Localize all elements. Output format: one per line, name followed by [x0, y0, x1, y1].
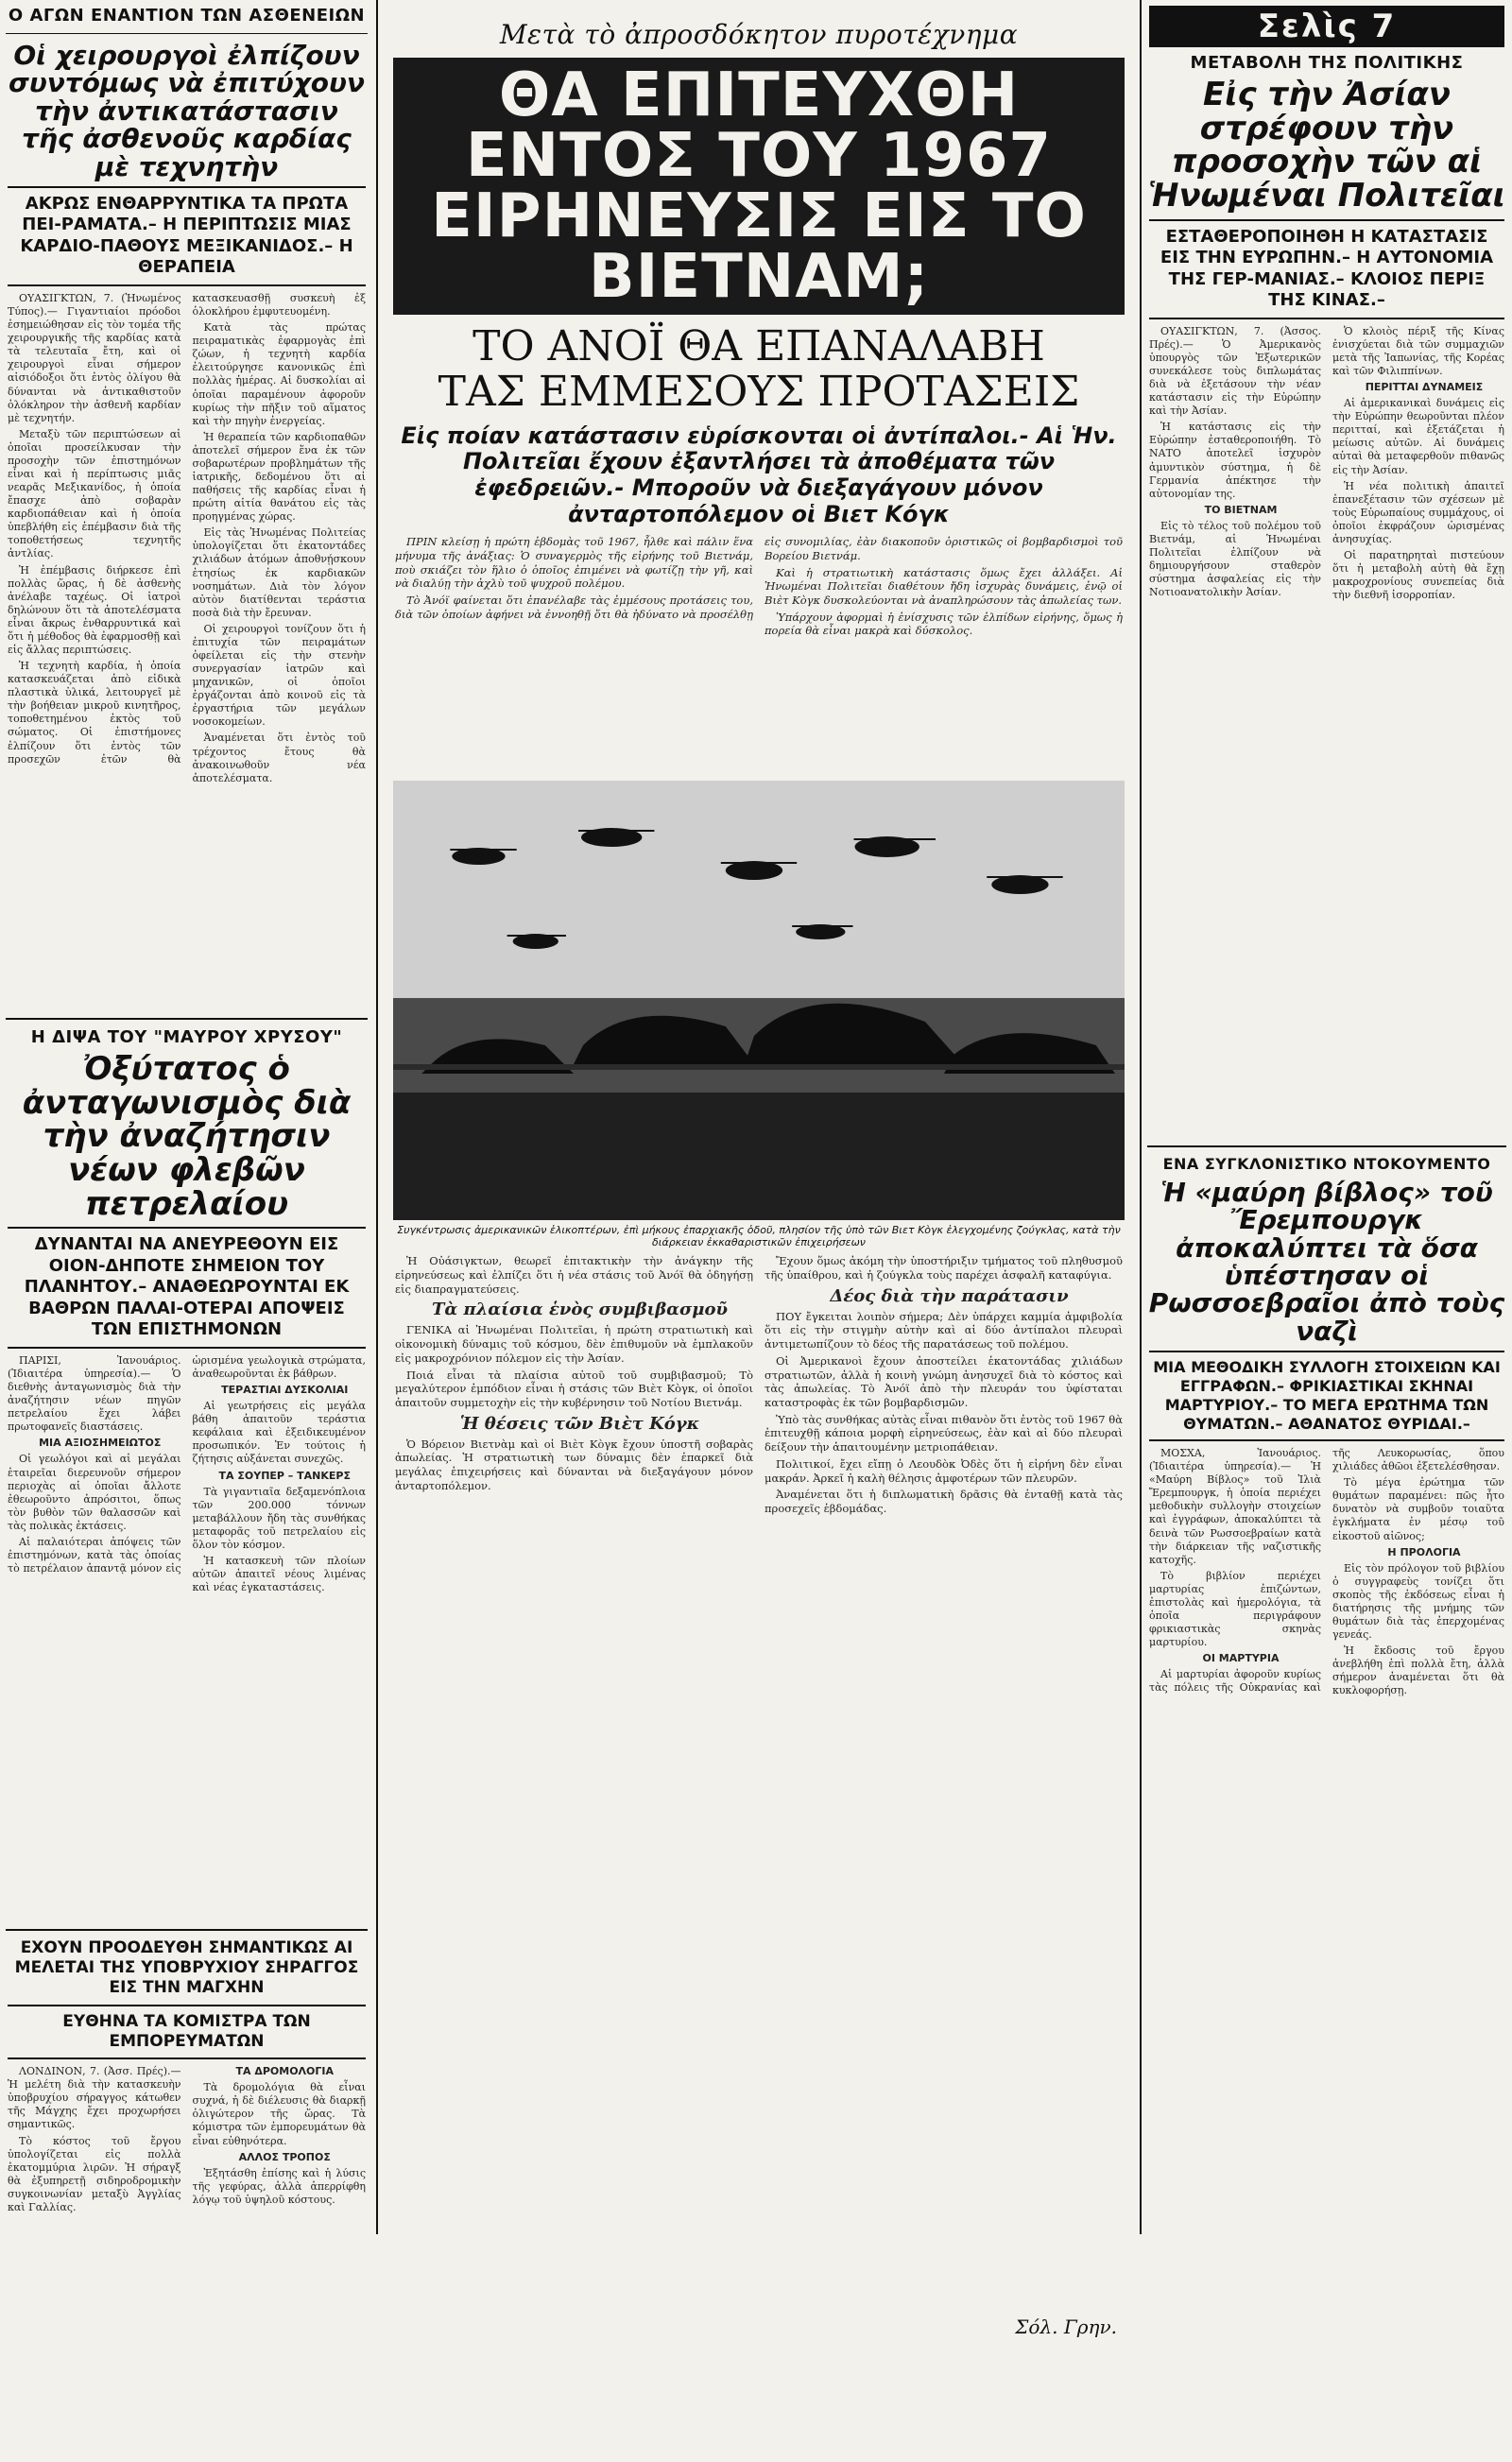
article-body-center: Ἡ Οὐάσιγκτων, θεωρεῖ ἐπιτακτικὴν τὴν ἀνάγκην τῆς εἰρηνεύσεως καὶ ἐλπίζει ὅτι ἡ νέα στάσις τοῦ Ἀνόϊ θὰ ὁδηγήσῃ εἰς διαπραγματεύσεις. Τὰ πλαίσια ἑνὸς συμβιβασμοῦ ΓΕΝΙΚΑ αἱ Ἡνωμέναι Πολιτεῖαι, ἡ πρώτη στρατιωτικὴ καὶ οἰκονομικὴ δύναμις τοῦ κόσμου, δὲν ἐπιθυμοῦν νὰ ἐμπλακοῦν εἰς μακροχρόνιον πόλεμον εἰς τὴν Ἀσίαν. Ποιά εἶναι τὰ πλαίσια αὐτοῦ τοῦ συμβιβασμοῦ; Τὸ μεγαλύτερον ἐμπόδιον εἶναι ἡ στάσις τῶν Βιὲτ Κὸγκ, οἱ ὁποῖοι ἀπαιτοῦν συμμετοχὴν εἰς τὴν κυβέρνησιν τοῦ Νοτίου Βιετνάμ. Ἡ θέσεις τῶν Βιὲτ Κόγκ Ὁ Βόρειον Βιετνὰμ καὶ οἱ Βιὲτ Κὸγκ ἔχουν ὑποστῆ σοβαρὰς ἀπωλείας. Ἡ στρατιωτικὴ των δύναμις δὲν ἐπαρκεῖ διὰ μεγάλας ἐπιχειρήσεις καὶ δύνανται νὰ διεξαγάγουν μόνον ἀνταρτοπόλεμον. Ἔχουν ὅμως ἀκόμη τὴν ὑποστήριξιν τμήματος τοῦ πληθυσμοῦ τῆς ὑπαίθρου, καὶ ἡ ζούγκλα τοὺς παρέχει ἀσφαλῆ καταφύγια. Δέος διὰ τὴν παράτασιν ΠΟΥ ἔγκειται λοιπὸν σήμερα; Δὲν ὑπάρχει καμμία ἀμφιβολία ὅτι εἰς τὴν στιγμὴν αὐτὴν καὶ αἱ δύο ἀντίπαλοι πλευραὶ ἀντιμετωπίζουν τὸ δέος τῆς παρατάσεως τοῦ πολέμου. Οἱ Ἀμερικανοὶ ἔχουν ἀποστείλει ἑκατοντάδας χιλιάδων στρατιωτῶν, ἀλλὰ ἡ κοινὴ γνώμη ἀνησυχεῖ διὰ τὸ κόστος καὶ τὰς ἀπωλείας. Τὸ Ἀνόϊ ἀπὸ τὴν πλευράν του ὑφίσταται καταστροφὰς ἐκ τῶν βομβαρδισμῶν. Ὑπὸ τὰς συνθήκας αὐτὰς εἶναι πιθανὸν ὅτι ἐντὸς τοῦ 1967 θὰ ἐπιτευχθῇ κάποια μορφὴ εἰρηνεύσεως, ἐὰν καὶ αἱ δύο πλευραὶ δείξουν τὴν ἀπαιτουμένην μετριοπάθειαν. Πολιτικοί, ἔχει εἴπῃ ὁ Λεουδὸκ Ὀδὲς ὅτι ἡ εἰρήνη δὲν εἶναι μακράν. Ἀρκεῖ ἡ καλὴ θέλησις ἀμφοτέρων τῶν πλευρῶν. Ἀναμένεται ὅτι ἡ διπλωματικὴ δρᾶσις θὰ ἐνταθῇ κατὰ τὰς προσεχεῖς ἑβδομάδας.	[395, 1254, 1123, 1515]
right-column	[1142, 0, 1512, 2234]
center-column	[376, 0, 1142, 2339]
divider	[6, 33, 368, 34]
section-prolongation: Δέος διὰ τὴν παράτασιν	[830, 1285, 1069, 1306]
kicker-document: ΕΝΑ ΣΥΓΚΛΟΝΙΣΤΙΚΟ ΝΤΟΚΟΥΜΕΝΤΟ	[1162, 1154, 1491, 1173]
secondary-headline	[393, 324, 1125, 416]
deck-asia: ΕΣΤΑΘΕΡΟΠΟΙΗΘΗ Η ΚΑΤΑΣΤΑΣΙΣ ΕΙΣ ΤΗΝ ΕΥΡΩΠΗΝ.– Η ΑΥΤΟΝΟΜΙΑ ΤΗΣ ΓΕΡ-ΜΑΝΙΑΣ.– ΚΛΟΙΟΣ ΠΕΡΙΞ ΤΗΣ ΚΙΝΑΣ.–	[1149, 219, 1504, 319]
kicker-fireworks: Μετὰ τὸ ἀπροσδόκητον πυροτέχνημα	[499, 19, 1019, 50]
headline-black-book: Ἡ «μαύρη βίβλος» τοῦ Ἔρεμπουργκ ἀποκαλύπτει τὰ ὅσα ὑπέστησαν οἱ Ρωσσοεβραῖοι ἀπὸ τοὺς ναζὶ	[1148, 1176, 1505, 1347]
headline-channel-tunnel: ΕΧΟΥΝ ΠΡΟΟΔΕΥΘΗ ΣΗΜΑΝΤΙΚΩΣ ΑΙ ΜΕΛΕΤΑΙ ΤΗΣ ΥΠΟΒΡΥΧΙΟΥ ΣΗΡΑΓΓΟΣ ΕΙΣ ΤΗΝ ΜΑΓΧΗΝ	[14, 1937, 359, 1998]
left-column	[0, 0, 373, 2234]
article-body-black-book: ΜΟΣΧΑ, Ἰανουάριος. (Ἰδιαιτέρα ὑπηρεσία).— Ἡ «Μαύρη Βίβλος» τοῦ Ἰλιὰ Ἔρεμπουργκ, ἡ ὁποία περιέχει μεθοδικὴν συλλογὴν στοιχείων καὶ ἐγγράφων, ἀποκαλύπτει τὰ δεινὰ τῶν Ρωσσοεβραίων κατὰ τὴν διάρκειαν τῆς ναζιστικῆς κατοχῆς. Τὸ βιβλίον περιέχει μαρτυρίας ἐπιζώντων, ἐπιστολὰς καὶ ἡμερολόγια, τὰ ὁποῖα περιγράφουν φρικιαστικὰς σκηνὰς μαρτυρίου. ΟΙ ΜΑΡΤΥΡΙΑ Αἱ μαρτυρίαι ἀφοροῦν κυρίως τὰς πόλεις τῆς Οὐκρανίας καὶ τῆς Λευκορωσίας, ὅπου χιλιάδες ἀθῶοι ἐξετελέσθησαν. Τὸ μέγα ἐρώτημα τῶν θυμάτων παραμένει: πῶς ἦτο δυνατὸν νὰ συμβοῦν τοιαῦτα ἐγκλήματα ἐν μέσῳ τοῦ εἰκοστοῦ αἰῶνος; Η ΠΡΟΛΟΓΙΑ Εἰς τὸν πρόλογον τοῦ βιβλίου ὁ συγγραφεὺς τονίζει ὅτι σκοπὸς τῆς ἐκδόσεως εἶναι ἡ διατήρησις τῆς μνήμης τῶν θυμάτων διὰ τὰς ἐπερχομένας γενεάς. Ἡ ἔκδοσις τοῦ ἔργου ἀνεβλήθη ἐπὶ πολλὰ ἔτη, ἀλλὰ σήμερον ἀναμένεται ὅτι θὰ κυκλοφορήσῃ.	[1149, 1447, 1504, 1697]
main-headline-line-2: ΕΙΡΗΝΕΥΣΙΣ ΕΙΣ ΤΟ ΒΙΕΤΝΑΜ;	[431, 181, 1087, 312]
subhead: ΤΑ ΣΟΥΠΕΡ – ΤΑΝΚΕΡΣ	[218, 1469, 351, 1482]
kicker-black-gold: Η ΔΙΨΑ ΤΟΥ "ΜΑΥΡΟΥ ΧΡΥΣΟΥ"	[30, 1026, 343, 1047]
helicopters-photo	[393, 781, 1125, 1220]
subhead: ΑΛΛΟΣ ΤΡΟΠΟΣ	[238, 2150, 331, 2163]
divider	[6, 1018, 368, 1020]
main-headline-line-1: ΘΑ ΕΠΙΤΕΥΧΘΗ ΕΝΤΟΣ ΤΟΥ 1967	[465, 60, 1053, 191]
headline-artificial-heart: Οἱ χειρουργοὶ ἐλπίζουν συντόμως νὰ ἐπιτύχουν τὴν ἀντικατάστασιν τῆς ἀσθενοῦς καρδίας μὲ τεχνητὴν	[9, 40, 365, 182]
subhead: ΠΕΡΙΤΤΑΙ ΔΥΝΑΜΕΙΣ	[1365, 381, 1484, 394]
kicker-diseases: Ο ΑΓΩΝ ΕΝΑΝΤΙΟΝ ΤΩΝ ΑΣΘΕΝΕΙΩΝ	[8, 6, 366, 26]
divider	[6, 1929, 368, 1931]
photo-caption: Συγκέντρωσις ἀμερικανικῶν ἑλικοπτέρων, ἐπὶ μήκους ἐπαρχιακῆς ὁδοῦ, πλησίον τῆς ὑπὸ τῶν Βιετ Κὸγκ ἐλεγχομένης ζούγκλας, κατὰ τὴν διάρκειαν ἐκκαθαριστικῶν ἐπιχειρήσεων	[397, 1224, 1121, 1249]
deck-channel-tunnel: ΕΥΘΗΝΑ ΤΑ ΚΟΜΙΣΤΡΑ ΤΩΝ ΕΜΠΟΡΕΥΜΑΤΩΝ	[8, 2005, 366, 2060]
headline-oil: Ὀξύτατος ὁ ἀνταγωνισμὸς διὰ τὴν ἀναζήτησιν νέων φλεβῶν πετρελαίου	[22, 1049, 352, 1223]
article-body-tunnel: ΛΟΝΔΙΝΟΝ, 7. (Ἀσσ. Πρές).— Ἡ μελέτη διὰ τὴν κατασκευὴν ὑποβρυχίου σήραγγος κάτωθεν τῆς Μάγχης ἔχει προχωρήσει σημαντικῶς. Τὸ κόστος τοῦ ἔργου ὑπολογίζεται εἰς πολλὰ ἑκατομμύρια λιρῶν. Ἡ σήραγξ θὰ ἐξυπηρετῇ σιδηροδρομικὴν συγκοινωνίαν μεταξὺ Ἀγγλίας καὶ Γαλλίας. ΤΑ ΔΡΟΜΟΛΟΓΙΑ Τὰ δρομολόγια θὰ εἶναι συχνά, ἡ δὲ διέλευσις θὰ διαρκῇ ὀλιγώτερον τῆς ὥρας. Τὰ κόμιστρα τῶν ἐμπορευμάτων θὰ εἶναι εὐθηνότερα. ΑΛΛΟΣ ΤΡΟΠΟΣ Ἐξητάσθη ἐπίσης καὶ ἡ λύσις τῆς γεφύρας, ἀλλὰ ἀπερρίφθη λόγῳ τοῦ ὑψηλοῦ κόστους.	[8, 2065, 366, 2213]
deck-black-book: ΜΙΑ ΜΕΘΟΔΙΚΗ ΣΥΛΛΟΓΗ ΣΤΟΙΧΕΙΩΝ ΚΑΙ ΕΓΓΡΑΦΩΝ.– ΦΡΙΚΙΑΣΤΙΚΑΙ ΣΚΗΝΑΙ ΜΑΡΤΥΡΙΟΥ.– ΤΟ ΜΕΓΑ ΕΡΩΤΗΜΑ ΤΩΝ ΘΥΜΑΤΩΝ.– ΑΘΑΝΑΤΟΣ ΘΥΡΙΔΑΙ.–	[1149, 1351, 1504, 1441]
helicopters-illustration	[393, 781, 1125, 1220]
page-number-badge: Σελὶς 7	[1149, 6, 1504, 47]
subhead: ΟΙ ΜΑΡΤΥΡΙΑ	[1202, 1652, 1280, 1665]
kicker-policy-change: ΜΕΤΑΒΟΛΗ ΤΗΣ ΠΟΛΙΤΙΚΗΣ	[1190, 53, 1464, 73]
article-body-oil: ΠΑΡΙΣΙ, Ἰανουάριος. (Ἰδιαιτέρα ὑπηρεσία).— Ὁ διεθνὴς ἀνταγωνισμὸς διὰ τὴν ἀναζήτησιν νέων πηγῶν πετρελαίου ἔχει λάβει πρωτοφανεῖς διαστάσεις. ΜΙΑ ΑΞΙΟΣΗΜΕΙΩΤΟΣ Οἱ γεωλόγοι καὶ αἱ μεγάλαι ἑταιρεῖαι διερευνοῦν σήμερον περιοχὰς αἱ ὁποῖαι ἄλλοτε ἐθεωροῦντο ἀπρόσιτοι, ὅπως τὸν βυθὸν τῶν θαλασσῶν καὶ τὰς πολικὰς ἐκτάσεις. Αἱ παλαιότεραι ἀπόψεις τῶν ἐπιστημόνων, κατὰ τὰς ὁποίας τὸ πετρέλαιον ἀπαντᾷ μόνον εἰς ὡρισμένα γεωλογικὰ στρώματα, ἀναθεωροῦνται ἐκ βάθρων. ΤΕΡΑΣΤΙΑΙ ΔΥΣΚΟΛΙΑΙ Αἱ γεωτρήσεις εἰς μεγάλα βάθη ἀπαιτοῦν τεράστια κεφάλαια καὶ ἐξειδικευμένον προσωπικόν. Ἐν τούτοις ἡ ζήτησις αὐξάνεται συνεχῶς. ΤΑ ΣΟΥΠΕΡ – ΤΑΝΚΕΡΣ Τὰ γιγαντιαῖα δεξαμενόπλοια τῶν 200.000 τόννων μεταβάλλουν ἤδη τὰς συνθήκας μεταφορᾶς τοῦ πετρελαίου εἰς ὅλον τὸν κόσμον. Ἡ κατασκευὴ τῶν πλοίων αὐτῶν ἀπαιτεῖ νέους λιμένας καὶ νέας ἐγκαταστάσεις.	[8, 1353, 366, 1594]
main-headline	[393, 58, 1125, 315]
article-body-heart: ΟΥΑΣΙΓΚΤΩΝ, 7. (Ἡνωμένος Τύπος).— Γιγαντιαίοι πρόοδοι ἐσημειώθησαν εἰς τὸν τομέα τῆς χειρουργικῆς τῆς καρδίας κατὰ τὰ τελευταῖα ἔτη, καὶ οἱ χειρουργοὶ εἶναι σήμερον αἰσιόδοξοι ὅτι ἐντὸς ὀλίγου θὰ δύνανται νὰ ἀντικαθιστοῦν ὁλόκληρον τὴν ἀσθενῆ καρδίαν μὲ τεχνητήν. Μεταξὺ τῶν περιπτώσεων αἱ ὁποῖαι προσείλκυσαν τὴν προσοχὴν τῶν ἐπιστημόνων εἶναι καὶ ἡ περίπτωσις μιᾶς νεαρᾶς Μεξικανίδος, ἡ ὁποία ἔπασχε ἀπὸ σοβαρὰν καρδιοπάθειαν καὶ ἡ ὁποία ὑπεβλήθη εἰς ἐπέμβασιν διὰ τῆς τοποθετήσεως τεχνητῆς ἀντλίας. Ἡ ἐπέμβασις διήρκεσε ἐπὶ πολλὰς ὥρας, ἡ δὲ ἀσθενὴς ἀνέλαβε ταχέως. Οἱ ἰατροὶ δηλώνουν ὅτι τὰ ἀποτελέσματα εἶναι ἄκρως ἐνθαρρυντικά καὶ ὅτι ἡ μέθοδος θὰ ἐφαρμοσθῇ καὶ εἰς ἄλλας περιπτώσεις. Ἡ τεχνητὴ καρδία, ἡ ὁποία κατασκευάζεται ἀπὸ εἰδικὰ πλαστικὰ ὑλικά, λειτουργεῖ μὲ τὴν βοήθειαν μικροῦ κινητῆρος, τοποθετημένου ἐκτὸς τοῦ σώματος. Οἱ ἐπιστήμονες ἐλπίζουν ὅτι ἐντὸς τῶν προσεχῶν ἐτῶν θὰ κατασκευασθῇ συσκευὴ ἐξ ὁλοκλήρου ἐμφυτευομένη. Κατὰ τὰς πρώτας πειραματικὰς ἐφαρμογὰς ἐπὶ ζώων, ἡ τεχνητὴ καρδία ἐλειτούργησε κανονικῶς ἐπὶ πολλὰς ἡμέρας. Αἱ δυσκολίαι αἱ ὁποῖαι παραμένουν ἀφοροῦν κυρίως τὴν πῆξιν τοῦ αἵματος καὶ τὴν πηγὴν ἐνεργείας. Ἡ θεραπεία τῶν καρδιοπαθῶν ἀποτελεῖ σήμερον ἕνα ἐκ τῶν σοβαρωτέρων προβλημάτων τῆς ἰατρικῆς, δεδομένου ὅτι αἱ παθήσεις τῆς καρδίας εἶναι ἡ πρώτη αἰτία θανάτου εἰς τὰς προηγμένας χώρας. Εἰς τὰς Ἡνωμένας Πολιτείας ὑπολογίζεται ὅτι ἑκατοντάδες χιλιάδων ἀτόμων ἀποθνῄσκουν ἐτησίως ἐκ καρδιακῶν νοσημάτων. Διὰ τὸν λόγον αὐτὸν διατίθενται τεράστια ποσὰ διὰ τὴν ἔρευναν. Οἱ χειρουργοὶ τονίζουν ὅτι ἡ ἐπιτυχία τῶν πειραμάτων ὀφείλεται εἰς τὴν στενὴν συνεργασίαν ἰατρῶν καὶ μηχανικῶν, οἱ ὁποῖοι ἐργάζονται ἀπὸ κοινοῦ εἰς τὰ ἐργαστήρια τῶν μεγάλων νοσοκομείων. Ἀναμένεται ὅτι ἐντὸς τοῦ τρέχοντος ἔτους θὰ ἀνακοινωθοῦν νέα ἀποτελέσματα.	[8, 291, 366, 784]
subhead: ΜΙΑ ΑΞΙΟΣΗΜΕΙΩΤΟΣ	[39, 1437, 162, 1450]
deck-heart: ΑΚΡΩΣ ΕΝΘΑΡΡΥΝΤΙΚΑ ΤΑ ΠΡΩΤΑ ΠΕΙ-ΡΑΜΑΤΑ.– Η ΠΕΡΙΠΤΩΣΙΣ ΜΙΑΣ ΚΑΡΔΙΟ-ΠΑΘΟΥΣ ΜΕΞΙΚΑΝΙΔΟΣ.– Η ΘΕΡΑΠΕΙΑ	[8, 186, 366, 286]
subhead: ΤΑ ΔΡΟΜΟΛΟΓΙΑ	[235, 2065, 335, 2078]
divider	[1147, 1145, 1506, 1147]
article-body-asia: ΟΥΑΣΙΓΚΤΩΝ, 7. (Ἀσσος. Πρές).— Ὁ Ἀμερικανὸς ὑπουργὸς τῶν Ἐξωτερικῶν συνεκάλεσε τοὺς διπλωμάτας διὰ νὰ ἐξετάσουν τὴν νέαν κατάστασιν εἰς τὴν Εὐρώπην καὶ τὴν Ἀσίαν. Ἡ κατάστασις εἰς τὴν Εὐρώπην ἐσταθεροποιήθη. Τὸ ΝΑΤΟ ἀποτελεῖ ἰσχυρὸν ἀμυντικὸν σύστημα, ἡ δὲ Γερμανία ἀπέκτησε τὴν αὐτονομίαν της. ΤΟ ΒΙΕΤΝΑΜ Εἰς τὸ τέλος τοῦ πολέμου τοῦ Βιετνάμ, αἱ Ἡνωμέναι Πολιτεῖαι ἐλπίζουν νὰ δημιουργήσουν σταθερὸν σύστημα ἀσφαλείας εἰς τὴν Νοτιοανατολικὴν Ἀσίαν. Ὁ κλοιὸς πέριξ τῆς Κίνας ἐνισχύεται διὰ τῶν συμμαχιῶν μετὰ τῆς Ἰαπωνίας, τῆς Κορέας καὶ τῶν Φιλιππίνων. ΠΕΡΙΤΤΑΙ ΔΥΝΑΜΕΙΣ Αἱ ἀμερικανικαὶ δυνάμεις εἰς τὴν Εὐρώπην θεωροῦνται πλέον περιτταί, καὶ ἐξετάζεται ἡ μείωσις αὐτῶν. Αἱ δυνάμεις αὐταὶ θὰ μεταφερθοῦν πιθανῶς εἰς τὴν Ἀσίαν. Ἡ νέα πολιτικὴ ἀπαιτεῖ ἐπανεξέτασιν τῶν σχέσεων μὲ τοὺς Εὐρωπαίους συμμάχους, οἱ ὁποῖοι ἐκφράζουν ὡρισμένας ἀνησυχίας. Οἱ παρατηρηταὶ πιστεύουν ὅτι ἡ μεταβολὴ αὐτὴ θὰ ἔχῃ μακροχρονίους συνεπείας διὰ τὴν διεθνῆ ἰσορροπίαν.	[1149, 324, 1504, 602]
section-positions: Ἡ θέσεις τῶν Βιὲτ Κόγκ	[459, 1413, 700, 1434]
headline-asia: Εἰς τὴν Ἀσίαν στρέφουν τὴν προσοχὴν τῶν αἱ Ἡνωμέναι Πολιτεῖαι	[1148, 76, 1505, 215]
subhead: Η ΠΡΟΛΟΓΙΑ	[1387, 1545, 1461, 1558]
secondary-headline-line-2: ΤΑΣ ΕΜΜΕΣΟΥΣ ΠΡΟΤΑΣΕΙΣ	[438, 368, 1080, 417]
article-lead: ΠΡΙΝ κλείσῃ ἡ πρώτη ἑβδομὰς τοῦ 1967, ἦλθε καὶ πάλιν ἕνα μήνυμα τῆς ἀνάξιας: Ὁ συναγερμὸς τῆς εἰρήνης τοῦ Βιετνάμ, ποὺ σκιάζει τὸν ἥλιο ὁ ὁποῖος ἐπιμένει νὰ φωτίζῃ τὴν γῆ, καὶ νὰ διαλύῃ τὴν ἀχλὺ τοῦ ψυχροῦ πολέμου. Τὸ Ἀνόϊ φαίνεται ὅτι ἐπανέλαβε τὰς ἐμμέσους προτάσεις του, διὰ τῶν ὁποίων ἀφήνει νὰ ἐννοηθῇ ὅτι θὰ ἠδύνατο νὰ προσέλθῃ εἰς συνομιλίας, ἐὰν διακοποῦν ὁριστικῶς οἱ βομβαρδισμοὶ τοῦ Βορείου Βιετνάμ. Καὶ ἡ στρατιωτικὴ κατάστασις ὅμως ἔχει ἀλλάξει. Αἱ Ἡνωμέναι Πολιτεῖαι διαθέτουν ἤδη ἰσχυρὰς δυνάμεις, ἐνῷ οἱ Βιὲτ Κὸγκ δυσκολεύονται νὰ ἀναπληρώσουν τὰς ἀπωλείας των. Ὑπάρχουν ἀφορμαὶ ἡ ἐνίσχυσις τῶν ἐλπίδων εἰρήνης, ὅμως ἡ πορεία θὰ εἶναι μακρὰ καὶ δύσκολος.	[395, 535, 1123, 638]
secondary-headline-line-1: ΤΟ ΑΝΟΪ ΘΑ ΕΠΑΝΑΛΑΒΗ	[472, 322, 1045, 370]
subhead: ΤΕΡΑΣΤΙΑΙ ΔΥΣΚΟΛΙΑΙ	[221, 1384, 349, 1397]
deck-oil: ΔΥΝΑΝΤΑΙ ΝΑ ΑΝΕΥΡΕΘΟΥΝ ΕΙΣ ΟΙΟΝ-ΔΗΠΟΤΕ ΣΗΜΕΙΟΝ ΤΟΥ ΠΛΑΝΗΤΟΥ.– ΑΝΑΘΕΩΡΟΥΝΤΑΙ ΕΚ ΒΑΘΡΩΝ ΠΑΛΑΙ-ΟΤΕΡΑΙ ΑΠΟΨΕΙΣ ΤΩΝ ΕΠΙΣΤΗΜΟΝΩΝ	[8, 1227, 366, 1349]
article-signature: Σόλ. Γρην.	[1015, 2316, 1117, 2339]
subhead: ΤΟ ΒΙΕΤΝΑΜ	[1204, 503, 1278, 516]
main-deck: Εἰς ποίαν κατάστασιν εὑρίσκονται οἱ ἀντίπαλοι.- Αἱ Ἡν. Πολιτεῖαι ἔχουν ἐξαντλήσει τὰ ἀποθέματα τῶν ἐφεδρειῶν.- Μποροῦν νὰ διεξαγάγουν μόνον ἀνταρτοπόλεμον οἱ Βιετ Κόγκ	[401, 422, 1117, 527]
section-compromise: Τὰ πλαίσια ἑνὸς συμβιβασμοῦ	[432, 1300, 728, 1320]
